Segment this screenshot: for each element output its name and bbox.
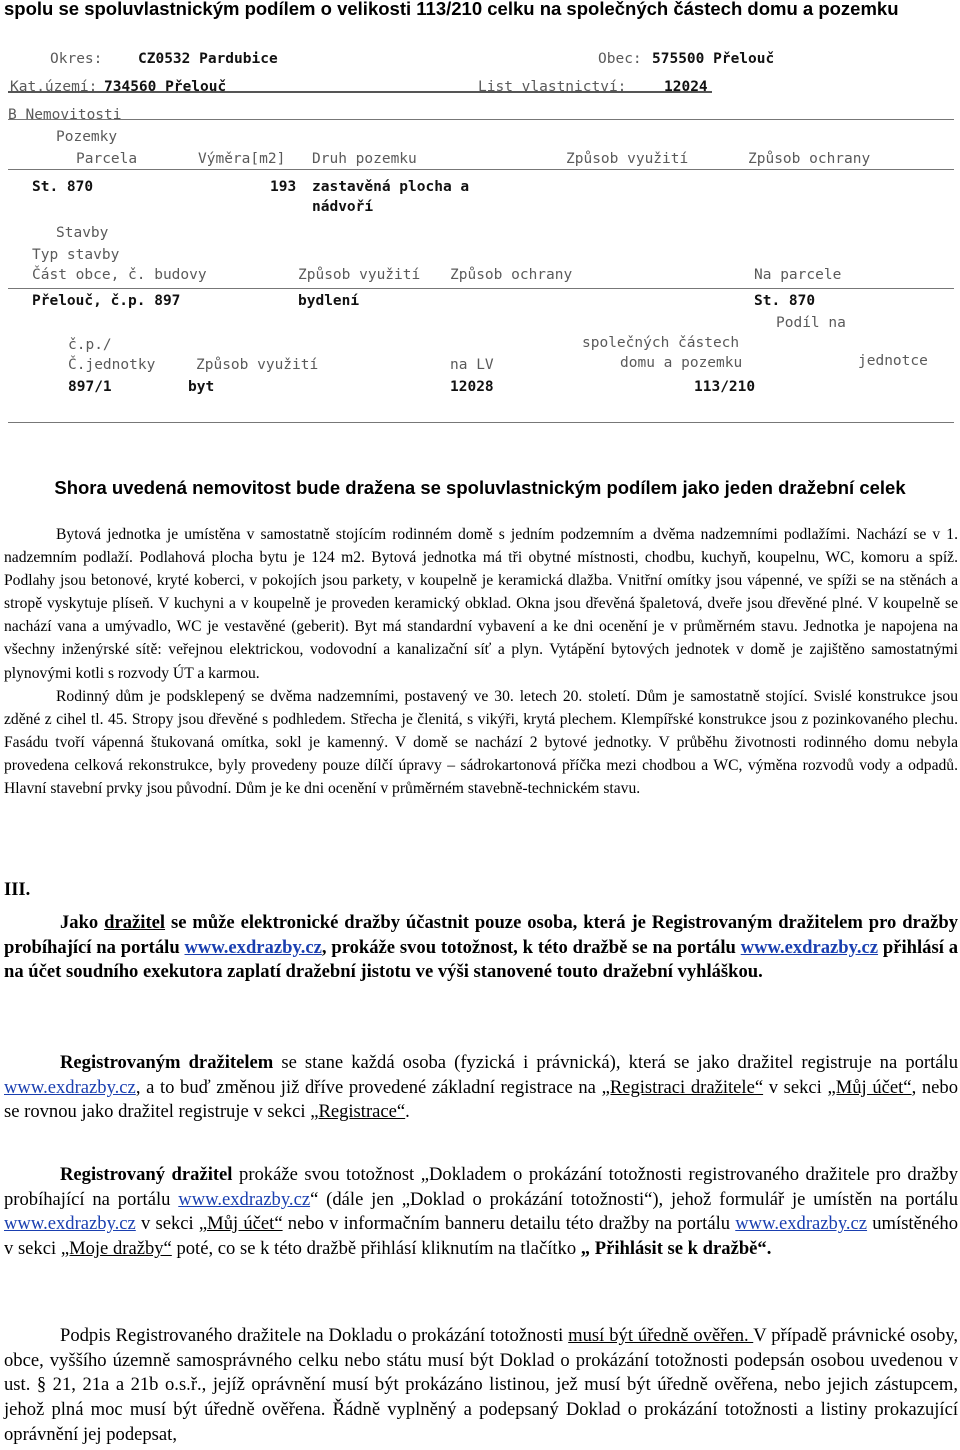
property-description [4,523,958,800]
domu-a-pozemku-header: domu a pozemku [620,355,743,371]
text: , nebo se rovnou jako dražitel registruje v sekci [4,1076,958,1123]
na-lv-header: na LV [450,357,494,373]
podil-na-header: Podíl na [776,315,846,331]
jednotka-value: 897/1 [68,379,112,395]
extract-rule [8,288,954,289]
pozemky-title: Pozemky [56,129,118,145]
text: . [405,1101,410,1123]
muj-ucet-ref: „Můj účet“ [827,1076,912,1098]
spolecnych-castech-header: společných částech [582,335,740,351]
stavby-zpusob-vyuziti: Způsob využití [298,267,421,283]
na-parcele-header: Na parcele [754,267,842,283]
druh-value-1: zastavěná plocha a [312,179,470,195]
text: v sekci [135,1213,199,1235]
extract-rule [8,422,954,423]
muj-ucet-ref: „Můj účet“ [198,1213,283,1235]
text: nebo v informačním banneru detailu této dražby na portálu [282,1213,736,1235]
identity-proof-paragraph [4,1163,958,1262]
verification-requirement: musí být úředně ověřen. [568,1325,754,1346]
okres-label: Okres: [50,51,103,67]
okres-value: CZ0532 Pardubice [138,51,278,67]
registration-paragraph [4,1051,958,1125]
text: poté, co se k této dražbě přihlásí kliknutím na tlačítko [171,1238,581,1260]
podil-value: 113/210 [694,379,756,395]
typ-stavby: Typ stavby [32,247,120,263]
section-number: III. [4,880,31,900]
jednotce-header: jednotce [858,353,928,369]
unit-description-paragraph: Bytová jednotka je umístěna v samostatně stojícím rodinném domě s jedním podzemním a dvěma nadzemními podlažími. Nachází se v 1. nadzemním podlaží. Podlahová plocha bytu je 124 m2. Bytová jednotka má tři obytné místnosti, chodbu, kuchyň, koupelnu, WC, komoru a spíž. Podlahy jsou betonové, kryté koberci, v pokojích jsou parkety, v koupelně je keramická dlažba. Vnitřní omítky jsou vápenné, ve spíži se na stěnách a stropě vyskytuje plíseň. V kuchyni a v koupelně je proveden keramický obklad. Okna jsou dřevěná špaletová, dveře jsou dřevěné plné. V koupelně se nachází vana a umývadlo, WC je vestavěné (geberit). Byt má standardní vybavení a ke dni ocenění je v průměrném stavu. Jednotka je napojena na všechny inženýrské sítě: veřejnou elektrickou, vodovodní a kanalizační síť a plyn. Vytápění bytových jednotek v domě je zajištěno samostatnými plynovými kotli s rozvody ÚT a karmou. [4,526,958,682]
extract-rule [8,169,954,170]
cast-obce-header: Část obce, č. budovy [32,267,207,283]
vymera-value: 193 [270,179,297,195]
col-parcela: Parcela [76,151,138,167]
jednotky-zpusob-vyuziti: Způsob využití [196,357,319,373]
lv-label: List vlastnictví: [478,79,627,95]
dražitel-term: dražitel [104,912,166,933]
exdrazby-link[interactable]: www.exdrazby.cz [178,1188,311,1210]
c-jednotky-header: Č.jednotky [68,357,156,373]
bidder-conditions-paragraph [4,911,958,985]
exdrazby-link[interactable]: www.exdrazby.cz [184,936,322,958]
auction-unit-heading: Shora uvedená nemovitost bude dražena se spoluvlastnickým podílem jako jeden dražební celek [54,477,906,498]
parcela-value: St. 870 [32,179,94,195]
cp-header: č.p./ [68,337,112,353]
bydleni-value: bydlení [298,293,360,309]
exdrazby-link[interactable]: www.exdrazby.cz [740,936,879,958]
registered-bidder-term: Registrovaným dražitelem [60,1052,274,1073]
na-parcele-value: St. 870 [754,293,816,309]
moje-drazby-ref: „Moje dražby“ [60,1238,172,1260]
exdrazby-link[interactable]: www.exdrazby.cz [4,1213,136,1235]
text: , prokáže svou totožnost, k této dražbě se na portálu [321,936,741,958]
col-zpusob-vyuziti: Způsob využití [566,151,689,167]
katuzemi-label: Kat.území: [10,79,98,95]
house-description-paragraph: Rodinný dům je podsklepený se dvěma nadzemními, postavený ve 30. letech 20. století. Dům je samostatně stojící. Svislé konstrukce jsou zděné z cihel tl. 45. Stropy jsou dřevěné s podhledem. Střecha je členitá, s vikýři, krytá plechem. Klempířské konstrukce jsou z pozinkovaného plechu. Fasádu tvoří vápenná štukovaná omítka, sokl je kamenný. V domě se nachází 2 bytové jednotky. V průběhu životnosti rodinného domu nebyla provedena celková rekonstrukce, byly provedeny pouze dílčí úpravy – sádrokartonová příčka mezi chodbou a WC, výměna rozvodů vody a odpadů. Hlavní stavební prvky jsou původní. Dům je ke dni ocenění v průměrném stavebně-technickém stavu. [4,687,958,798]
signature-paragraph [4,1324,958,1448]
obec-label: Obec: [598,51,642,67]
section-b-title: B Nemovitosti [8,107,122,123]
lv-value: 12024 [664,79,708,95]
col-vymera: Výměra[m2] [198,151,286,167]
registered-bidder-term: Registrovaný dražitel [60,1164,233,1185]
lv-num-value: 12028 [450,379,494,395]
registrace-ref: „Registrace“ [310,1101,406,1123]
text: , a to buď změnou již dříve provedené základní registrace na [135,1076,602,1098]
extract-rule [8,119,954,120]
text: Jako [60,912,105,933]
katuzemi-value: 734560 Přelouč [104,79,227,95]
share-description-line: spolu se spoluvlastnickým podílem o velikosti 113/210 celku na společných částech domu a pozemku [4,0,899,19]
registrace-drazitele-ref: „Registraci dražitele“ [601,1076,764,1098]
stavby-zpusob-ochrany: Způsob ochrany [450,267,573,283]
text: Podpis Registrovaného dražitele na Dokladu o prokázání totožnosti [60,1325,569,1346]
byt-value: byt [188,379,215,395]
obec-value: 575500 Přelouč [652,51,775,67]
text: se může elektronické dražby účastnit pouze osoba, která je Registrovaným dražitelem pro dražby probíhající na portálu [4,912,958,958]
cast-obce-value: Přelouč, č.p. 897 [32,293,181,309]
druh-value-2: nádvoří [312,199,374,215]
text: umístěného v sekci [4,1213,958,1260]
text: V případě právnické osoby, obce, vyššího územně samosprávného celku nebo státu musí být Doklad o prokázání totožnosti podepsán osobou uvedenou v ust. § 21, 21a a 21b o.s.ř., jejíž oprávnění musí být prokázáno listinou, jež musí být úředně ověřena, nebo jejich zástupcem, jehož plná moc musí být úředně ověřena. Řádně vyplněný a podepsaný Doklad o prokázání totožnosti a listiny prokazující oprávnění jej podepsat, [4,1325,958,1445]
exdrazby-link[interactable]: www.exdrazby.cz [4,1076,136,1098]
exdrazby-link[interactable]: www.exdrazby.cz [735,1213,868,1235]
text: v sekci [763,1076,828,1098]
text: prokáže svou totožnost „Dokladem o prokázání totožnosti registrovaného dražitele pro dražby probíhající na portálu [4,1164,958,1210]
cadastral-extract [0,36,960,428]
text: přihlásí a na účet soudního exekutora zaplatí dražební jistotu ve výši stanovené touto dražební vyhláškou. [4,936,958,983]
prihlasit-button-ref: „ Přihlásit se k dražbě“. [580,1238,772,1260]
stavby-title: Stavby [56,225,109,241]
col-zpusob-ochrany: Způsob ochrany [748,151,871,167]
text: “ (dále jen „Doklad o prokázání totožnosti“), jehož formulář je umístěn na portálu [310,1188,959,1210]
text: se stane každá osoba (fyzická i právnická), která se jako dražitel registruje na portálu [273,1052,958,1073]
col-druh: Druh pozemku [312,151,417,167]
